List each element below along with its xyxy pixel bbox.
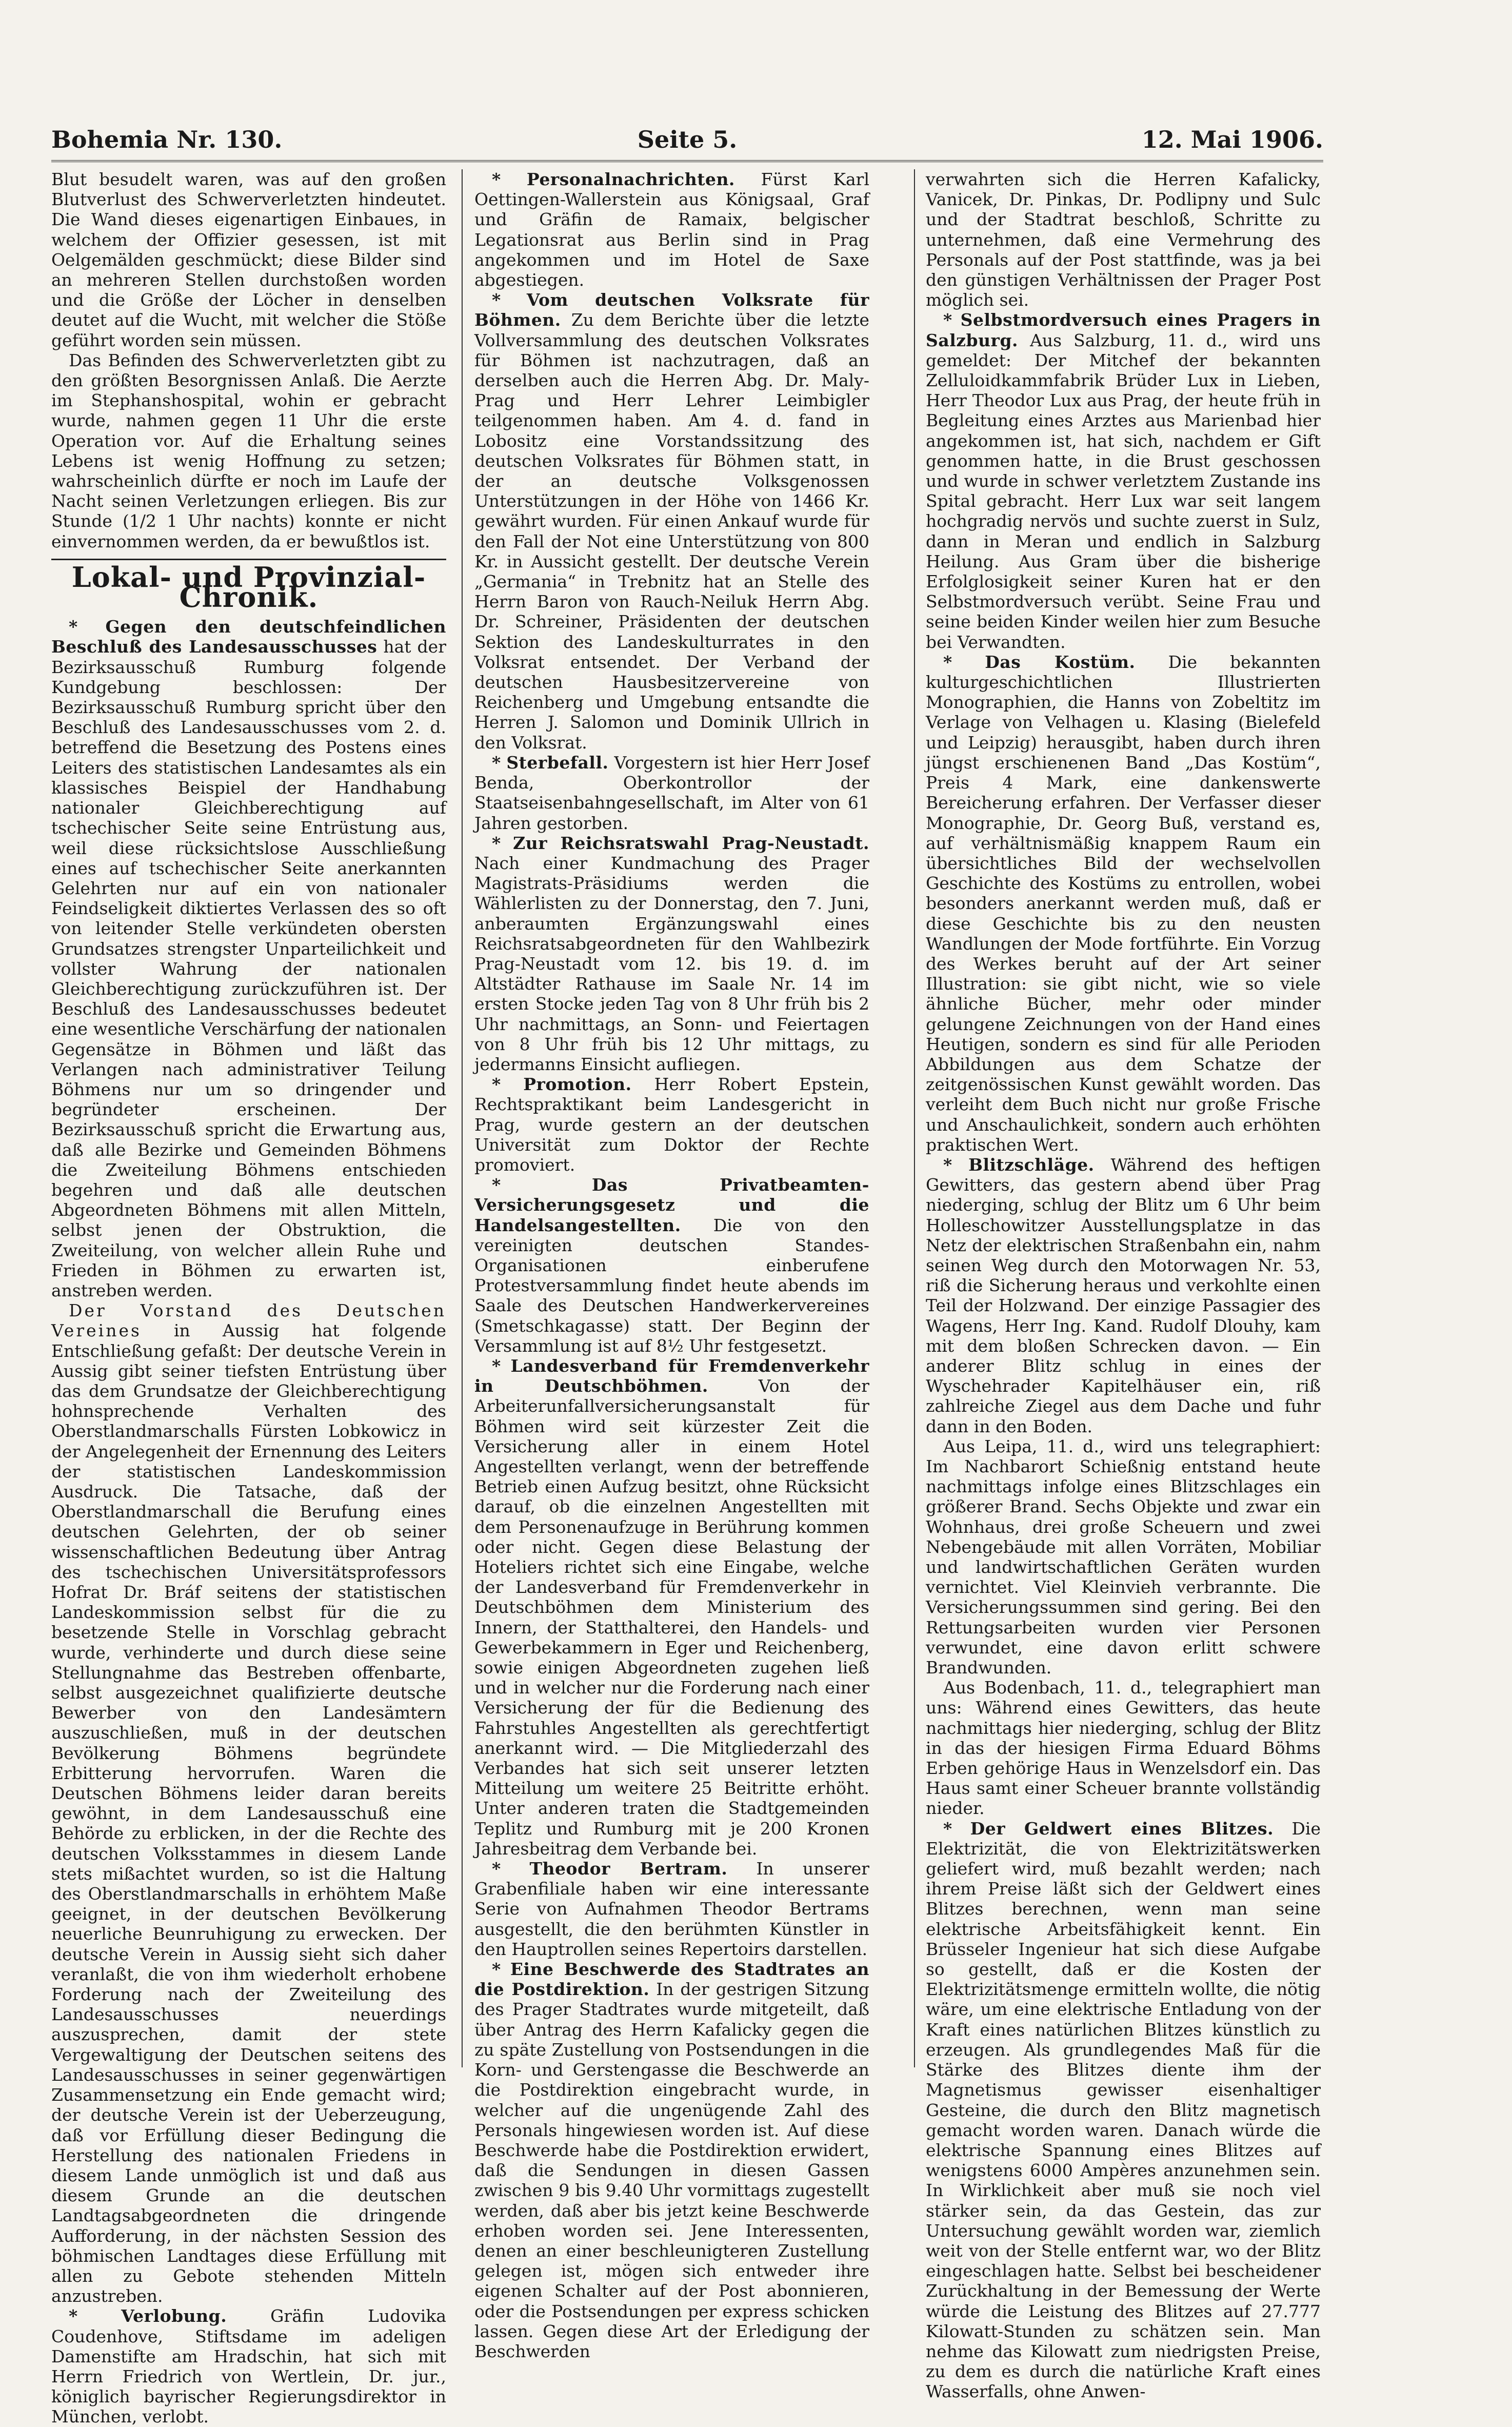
article-body: hat der Bezirksausschuß Rumburg folgende Kundgebung beschlossen: Der Bezirksausschuß Rumburg spricht über den Beschluß des Landesausschusses vom 2. d. betreffend die Besetzung des Postens eines Leiters des statistischen Landesamtes als ein klassisches Beispiel der Handhabung nationaler Gleichberechtigung auf tschechischer Seite seine Entrüstung aus, weil diese rücksichtslose Ausschließung eines auf tschechischer Seite anerkannten Gelehrten nur auf ein von nationaler Feindseligkeit diktiertes Verlassen des so oft von leitender Stelle verkündeten obersten Grundsatzes strengster Unparteilichkeit und vollster Wahrung der nationalen Gleichberechtigung zurückzuführen ist. Der Beschluß des Landesausschusses bedeutet eine wesentliche Verschärfung der nationalen Gegensätze in Böhmen und läßt das Verlangen nach administrativer Teilung Böhmens nur um so dringender und begründeter erscheinen. Der Bezirksausschuß spricht die Erwartung aus, daß alle Bezirke und Gemeinden Böhmens die Zweiteilung Böhmens entschieden begehren und daß alle deutschen Abgeordneten Böhmens mit allen Mitteln, selbst jenen der Obstruktion, die Zweiteilung, von welcher allein Ruhe und Frieden in Böhmen zu erwarten ist, anstreben werden. [51, 637, 446, 1300]
article-body: In unserer Grabenfiliale haben wir eine interessante Serie von Aufnahmen Theodor Bertrams ausgestellt, die den berühmten Künstler in den Hauptrollen seines Repertoirs darstellen. [474, 1859, 869, 1959]
paragraph: Das Befinden des Schwerverletzten gibt zu den größten Besorgnissen Anlaß. Die Aerzte im Stephanshospital, wohin er gebracht wurde, nahmen gegen 11 Uhr die erste Operation vor. Auf die Erhaltung seines Lebens ist wenig Hoffnung zu setzen; wahrscheinlich dürfte er noch im Laufe der Nacht seinen Verletzungen erliegen. Bis zur Stunde (1/2 1 Uhr nachts) konnte er nicht einvernommen werden, da er bewußtlos ist. [51, 350, 446, 551]
article-headline: Selbstmordversuch eines Pragers in Salzburg. [926, 310, 1321, 350]
article: * Das Privatbeamten-Versicherungsgesetz und die Handelsangestellten. Die von den vereinigten deutschen Standes-Organisationen einberufene Protestversammlung findet heute abends im Saale des Deutschen Handwerkervereines (Smetschkagasse) statt. Der Beginn der Versammlung ist auf 8½ Uhr festgesetzt. [474, 1175, 869, 1356]
article: * Eine Beschwerde des Stadtrates an die Postdirektion. In der gestrigen Sitzung des Prager Stadtrates wurde mitgeteilt, daß über Antrag des Herrn Kafalicky gegen die zu späte Zustellung von Postsendungen in die Korn- und Gerstengasse die Beschwerde an die Postdirektion eingebracht wurde, in welcher auf die ungenügende Zahl des Personals hingewiesen worden ist. Auf diese Beschwerde habe die Postdirektion erwidert, daß die Sendungen in diesen Gassen zwischen 9 bis 9.40 Uhr vormittags zugestellt werden, daß aber bis jetzt keine Beschwerde erhoben worden sei. Jene Interessenten, denen an einer beschleunigteren Zustellung gelegen ist, mögen sich entweder ihre eigenen Schalter auf der Post abonnieren, oder die Postsendungen per express schicken lassen. Gegen diese Art der Erledigung der Beschwerden [474, 1959, 869, 2361]
article-body: Die Elektrizität, die von Elektrizitätswerken geliefert wird, muß bezahlt werden; nach ihrem Preise läßt sich der Geldwert eines Blitzes berechnen, wenn man seine elektrische Arbeitsfähigkeit kennt. Ein Brüsseler Ingenieur hat sich diese Aufgabe so gestellt, daß er die Kosten der Elektrizitätsmenge ermitteln wollte, die nötig wäre, um eine elektrische Entladung von der Kraft eines natürlichen Blitzes künstlich zu erzeugen. Als grundlegendes Maß für die Stärke des Blitzes diente ihm der Magnetismus gewisser eisenhaltiger Gesteine, die durch den Blitz magnetisch gemacht worden waren. Danach würde die elektrische Spannung eines Blitzes auf wenigstens 6000 Ampères anzunehmen sein. In Wirklichkeit aber muß sie noch viel stärker sein, da das Gestein, das zur Untersuchung gewählt worden war, ziemlich weit von der Stelle entfernt war, wo der Blitz eingeschlagen hatte. Selbst bei bescheidener Zurückhaltung in der Bemessung der Werte würde die Leistung des Blitzes auf 27.777 Kilowatt-Stunden zu schätzen sein. Man nehme das Kilowatt zum niedrigsten Preise, zu dem es durch die natürliche Kraft eines Wasserfalls, ohne Anwen- [926, 1818, 1321, 2402]
article-headline: Verlobung. [121, 2306, 227, 2326]
article-headline: Promotion. [523, 1074, 632, 1095]
section-heading: Lokal- und Provinzial-Chronik. [71, 560, 426, 614]
article-body: In der gestrigen Sitzung des Prager Stadtrates wurde mitgeteilt, daß über Antrag des Herrn Kafalicky gegen die zu späte Zustellung von Postsendungen in die Korn- und Gerstengasse die Beschwerde an die Postdirektion eingebracht wurde, in welcher auf die ungenügende Zahl des Personals hingewiesen worden ist. Auf diese Beschwerde habe die Postdirektion erwidert, daß die Sendungen in diesen Gassen zwischen 9 bis 9.40 Uhr vormittags zugestellt werden, daß aber bis jetzt keine Beschwerde erhoben worden sei. Jene Interessenten, denen an einer beschleunigteren Zustellung gelegen ist, mögen sich entweder ihre eigenen Schalter auf der Post abonnieren, oder die Postsendungen per express schicken lassen. Gegen diese Art der Erledigung der Beschwerden [474, 1979, 869, 2361]
header-rule [51, 160, 1323, 162]
article-body: Fürst Karl Oettingen-Wallerstein aus Königsaal, Graf und Gräfin de Ramaix, belgischer Legationsrat aus Berlin sind in Prag angekommen und im Hotel de Saxe abgestiegen. [474, 169, 869, 290]
article-lead: Der Vorstand des Deutschen Vereines [51, 1300, 446, 1341]
article-headline: Gegen den deutschfeindlichen Beschluß des Landesausschusses [51, 617, 446, 657]
article-headline: Theodor Bertram. [529, 1859, 728, 1879]
column-2 [474, 169, 870, 2361]
article-body: Die von den vereinigten deutschen Standes-Organisationen einberufene Protestversammlung findet heute abends im Saale des Deutschen Handwerkervereines (Smetschkagasse) statt. Der Beginn der Versammlung ist auf 8½ Uhr festgesetzt. [474, 1215, 869, 1356]
article-continuation: verwahrten sich die Herren Kafalicky, Vanicek, Dr. Pinkas, Dr. Podlipny und Sulc und der Stadtrat beschloß, Schritte zu unternehmen, daß eine Vermehrung des Personals auf der Post stattfinde, was ja bei den günstigen Verhältnissen der Prager Post möglich sei. [926, 169, 1321, 310]
paragraph: Aus Bodenbach, 11. d., telegraphiert man uns: Während eines Gewitters, das heute nachmittags hier niederging, schlug der Blitz in das der hiesigen Firma Eduard Böhms Erben gehörige Haus in Wenzelsdorf ein. Das Haus samt einer Scheuer brannte vollständig nieder. [926, 1678, 1321, 1819]
article-headline: Personalnachrichten. [526, 169, 735, 189]
paragraph: Aus Leipa, 11. d., wird uns telegraphiert: Im Nachbarort Schießnig entstand heute nachmittags infolge eines Blitzschlages ein größerer Brand. Sechs Objekte und zwar ein Wohnhaus, drei große Scheuern und zwei Nebengebäude mit allen Vorräten, Mobiliar und landwirtschaftlichen Geräten wurden vernichtet. Viel Kleinvieh verbrannte. Die Versicherungssummen sind gering. Bei den Rettungsarbeiten wurden vier Personen verwundet, eine davon erlitt schwere Brandwunden. [926, 1436, 1321, 1678]
article-body: Zu dem Berichte über die letzte Vollversammlung des deutschen Volksrates für Böhmen ist nachzutragen, daß an derselben auch die Herren Abg. Dr. Maly-Prag und Herr Lehrer Leimbigler teilgenommen haben. Am 4. d. fand in Lobositz eine Vorstandssitzung des deutschen Volksrates für Böhmen statt, in der an deutsche Volksgenossen Unterstützungen in der Höhe von 1466 Kr. gewährt wurden. Für einen Ankauf wurde für den Fall der Not eine Unterstützung von 800 Kr. in Aussicht gestellt. Der deutsche Verein „Germania“ in Trebnitz hat an Stelle des Herrn Baron von Rauch-Neiluk Herrn Abg. Dr. Schreiner, Präsidenten der deutschen Sektion des Landeskulturrates in den Volksrat entsendet. Der Verband der deutschen Hausbesitzervereine von Reichenberg und Umgebung entsandte die Herren J. Salomon und Dominik Ullrich in den Volksrat. [474, 310, 870, 753]
article-body: Nach einer Kundmachung des Prager Magistrats-Präsidiums werden die Wählerlisten zu der Donnerstag, den 7. Juni, anberaumten Ergänzungswahl eines Reichsratsabgeordneten für den Wahlbezirk Prag-Neustadt vom 12. bis 19. d. im Altstädter Rathause im Saale Nr. 14 im ersten Stocke jeden Tag von 8 Uhr früh bis 2 Uhr nachmittags, an Sonn- und Feiertagen von 8 Uhr früh bis 12 Uhr mittags, zu jedermanns Einsicht aufliegen. [474, 853, 869, 1074]
article: * Landesverband für Fremdenverkehr in Deutschböhmen. Von der Arbeiterunfallversicherungsanstalt für Böhmen wird seit kürzester Zeit die Versicherung aller in einem Hotel Angestellten verlangt, wenn der betreffende Betrieb einen Aufzug besitzt, ohne Rücksicht darauf, ob die einzelnen Angestellten mit dem Personenaufzuge in Berührung kommen oder nicht. Gegen diese Belastung der Hoteliers richtet sich eine Eingabe, welche der Landesverband für Fremdenverkehr in Deutschböhmen dem Ministerium des Innern, der Statthalterei, den Handels- und Gewerbekammern in Eger und Reichenberg, sowie einigen Abgeordneten zugehen ließ und in welcher nur die Forderung nach einer Versicherung der für die Bedienung des Fahrstuhles Angestellten als gerechtfertigt anerkannt wird. — Die Mitgliederzahl des Verbandes hat sich seit unserer letzten Mitteilung um weitere 25 Beitritte erhöht. Unter anderen traten die Stadtgemeinden Teplitz und Rumburg mit je 200 Kronen Jahresbeitrag dem Verbande bei. [474, 1355, 869, 1859]
article: * Sterbefall. Vorgestern ist hier Herr Josef Benda, Oberkontrollor der Staatseisenbahngesellschaft, im Alter von 61 Jahren gestorben. [474, 752, 870, 833]
article-headline: Das Kostüm. [985, 652, 1136, 672]
article: * Selbstmordversuch eines Pragers in Salzburg. Aus Salzburg, 11. d., wird uns gemeldet: Der Mitchef der bekannten Zelluloidkammfabrik Brüder Lux in Lieben, Herr Theodor Lux aus Prag, der heute früh in Begleitung eines Arztes aus Marienbad hier angekommen ist, hat sich, nachdem er Gift genommen hatte, in die Brust geschossen und wurde in schwer verletztem Zustande ins Spital gebracht. Herr Lux war seit langem hochgradig nervös und suchte zuerst in Sulz, dann in Meran und endlich in Salzburg Heilung. Aus Gram über die bisherige Erfolglosigkeit seiner Kuren hat er den Selbstmordversuch verübt. Seine Frau und seine beiden Kinder weilen hier zum Besuche bei Verwandten. [926, 310, 1321, 652]
article-headline: Der Geldwert eines Blitzes. [970, 1818, 1274, 1839]
article: * Vom deutschen Volksrate für Böhmen. Zu dem Berichte über die letzte Vollversammlung des deutschen Volksrates für Böhmen ist nachzutragen, daß an derselben auch die Herren Abg. Dr. Maly-Prag und Herr Lehrer Leimbigler teilgenommen haben. Am 4. d. fand in Lobositz eine Vorstandssitzung des deutschen Volksrates für Böhmen statt, in der an deutsche Volksgenossen Unterstützungen in der Höhe von 1466 Kr. gewährt wurden. Für einen Ankauf wurde für den Fall der Not eine Unterstützung von 800 Kr. in Aussicht gestellt. Der deutsche Verein „Germania“ in Trebnitz hat an Stelle des Herrn Baron von Rauch-Neiluk Herrn Abg. Dr. Schreiner, Präsidenten der deutschen Sektion des Landeskulturrates in den Volksrat entsendet. Der Verband der deutschen Hausbesitzervereine von Reichenberg und Umgebung entsandte die Herren J. Salomon und Dominik Ullrich in den Volksrat. [474, 290, 870, 753]
article: * Der Geldwert eines Blitzes. Die Elektrizität, die von Elektrizitätswerken geliefert wird, muß bezahlt werden; nach ihrem Preise läßt sich der Geldwert eines Blitzes berechnen, wenn man seine elektrische Arbeitsfähigkeit kennt. Ein Brüsseler Ingenieur hat sich diese Aufgabe so gestellt, daß er die Kosten der Elektrizitätsmenge ermitteln wollte, die nötig wäre, um eine elektrische Entladung von der Kraft eines natürlichen Blitzes künstlich zu erzeugen. Als grundlegendes Maß für die Stärke des Blitzes diente ihm der Magnetismus gewisser eisenhaltiger Gesteine, die durch den Blitz magnetisch gemacht worden waren. Danach würde die elektrische Spannung eines Blitzes auf wenigstens 6000 Ampères anzunehmen sein. In Wirklichkeit aber muß sie noch viel stärker sein, da das Gestein, das zur Untersuchung gewählt worden war, ziemlich weit von der Stelle entfernt war, wo der Blitz eingeschlagen hatte. Selbst bei bescheidener Zurückhaltung in der Bemessung der Werte würde die Leistung des Blitzes auf 27.777 Kilowatt-Stunden zu schätzen sein. Man nehme das Kilowatt zum niedrigsten Preise, zu dem es durch die natürliche Kraft eines Wasserfalls, ohne Anwen- [926, 1818, 1321, 2402]
article-body: Herr Robert Epstein, Rechtspraktikant beim Landesgericht in Prag, wurde gestern an der deutschen Universität zum Doktor der Rechte promoviert. [474, 1074, 869, 1175]
article-body: Von der Arbeiterunfallversicherungsanstalt für Böhmen wird seit kürzester Zeit die Versicherung aller in einem Hotel Angestellten verlangt, wenn der betreffende Betrieb einen Aufzug besitzt, ohne Rücksicht darauf, ob die einzelnen Angestellten mit dem Personenaufzuge in Berührung kommen oder nicht. Gegen diese Belastung der Hoteliers richtet sich eine Eingabe, welche der Landesverband für Fremdenverkehr in Deutschböhmen dem Ministerium des Innern, der Statthalterei, den Handels- und Gewerbekammern in Eger und Reichenberg, sowie einigen Abgeordneten zugehen ließ und in welcher nur die Forderung nach einer Versicherung der für die Bedienung des Fahrstuhles Angestellten als gerechtfertigt anerkannt wird. — Die Mitgliederzahl des Verbandes hat sich seit unserer letzten Mitteilung um weitere 25 Beitritte erhöht. Unter anderen traten die Stadtgemeinden Teplitz und Rumburg mit je 200 Kronen Jahresbeitrag dem Verbande bei. [474, 1376, 869, 1859]
article [51, 1300, 446, 2306]
article-headline: Eine Beschwerde des Stadtrates an die Postdirektion. [474, 1959, 869, 2000]
article-body: Während des heftigen Gewitters, das gestern abend über Prag niederging, schlug der Blitz um 6 Uhr beim Holleschowitzer Ausstellungsplatze in das Netz der elektrischen Straßenbahn ein, nahm seinen Weg durch den Motorwagen Nr. 53, riß die Sicherung heraus und verkohlte einen Teil der Holzwand. Der einzige Passagier des Wagens, Herr Ing. Kand. Rudolf Dlouhy, kam mit dem bloßen Schrecken davon. — Ein anderer Blitz schlug in eines der Wyschehrader Kapitelhäuser ein, riß zahlreiche Ziegel aus dem Dache und fuhr dann in den Boden. [926, 1154, 1321, 1436]
article-headline: Sterbefall. [506, 752, 609, 773]
article-headline: Blitzschläge. [968, 1154, 1095, 1175]
article: * Zur Reichsratswahl Prag-Neustadt. Nach einer Kundmachung des Prager Magistrats-Präsidiums werden die Wählerlisten zu der Donnerstag, den 7. Juni, anberaumten Ergänzungswahl eines Reichsratsabgeordneten für den Wahlbezirk Prag-Neustadt vom 12. bis 19. d. im Altstädter Rathause im Saale Nr. 14 im ersten Stocke jeden Tag von 8 Uhr früh bis 2 Uhr nachmittags, an Sonn- und Feiertagen von 8 Uhr früh bis 12 Uhr mittags, zu jedermanns Einsicht aufliegen. [474, 833, 869, 1074]
column-1 [51, 169, 446, 2427]
article: * Das Kostüm. Die bekannten kulturgeschichtlichen Illustrierten Monographien, die Hanns von Zobeltitz im Verlage von Velhagen u. Klasing (Bielefeld und Leipzig) herausgibt, haben durch ihren jüngst erschienenen Band „Das Kostüm“, Preis 4 Mark, eine dankenswerte Bereicherung erfahren. Der Verfasser dieser Monographie, Dr. Georg Buß, verstand es, auf verhältnismäßig knappem Raum ein übersichtliches Bild der wechselvollen Geschichte des Kostüms zu entrollen, wobei besonders anerkannt werden muß, daß er diese Geschichte bis zu den neusten Wandlungen der Mode fortführte. Ein Vorzug des Werkes beruht auf der Art seiner Illustration: sie gibt nicht, wie so viele ähnliche Bücher, mehr oder minder gelungene Zeichnungen von der Hand eines Heutigen, sondern es sind für alle Perioden Abbildungen aus dem Schatze der zeitgenössischen Kunst gewählt worden. Das verleiht dem Buch nicht nur große Frische und Anschaulichkeit, sondern auch erhöhten praktischen Wert. [926, 652, 1321, 1155]
article: * Blitzschläge. Während des heftigen Gewitters, das gestern abend über Prag niederging, schlug der Blitz um 6 Uhr beim Holleschowitzer Ausstellungsplatze in das Netz der elektrischen Straßenbahn ein, nahm seinen Weg durch den Motorwagen Nr. 53, riß die Sicherung heraus und verkohlte einen Teil der Holzwand. Der einzige Passagier des Wagens, Herr Ing. Kand. Rudolf Dlouhy, kam mit dem bloßen Schrecken davon. — Ein anderer Blitz schlug in eines der Wyschehrader Kapitelhäuser ein, riß zahlreiche Ziegel aus dem Dache und fuhr dann in den Boden. [926, 1154, 1321, 1436]
article: * Theodor Bertram. In unserer Grabenfiliale haben wir eine interessante Serie von Aufnahmen Theodor Bertrams ausgestellt, die den berühmten Künstler in den Hauptrollen seines Repertoirs darstellen. [474, 1859, 869, 1959]
article: * Verlobung. Gräfin Ludovika Coudenhove, Stiftsdame im adeligen Damenstifte am Hradschin, hat sich mit Herrn Friedrich von Wertlein, Dr. jur., königlich bayrischer Regierungsdirektor in München, verlobt. [51, 2306, 446, 2427]
page-header [51, 115, 1323, 162]
article-body: Vorgestern ist hier Herr Josef Benda, Oberkontrollor der Staatseisenbahngesellschaft, im Alter von 61 Jahren gestorben. [474, 752, 870, 833]
article: * Gegen den deutschfeindlichen Beschluß des Landesausschusses hat der Bezirksausschuß Rumburg folgende Kundgebung beschlossen: Der Bezirksausschuß Rumburg spricht über den Beschluß des Landesausschusses vom 2. d. betreffend die Besetzung des Postens eines Leiters des statistischen Landesamtes als ein klassisches Beispiel der Handhabung nationaler Gleichberechtigung auf tschechischer Seite seine Entrüstung aus, weil diese rücksichtslose Ausschließung eines auf tschechischer Seite anerkannten Gelehrten nur auf ein von nationaler Feindseligkeit diktiertes Verlassen des so oft von leitender Stelle verkündeten obersten Grundsatzes strengster Unparteilichkeit und vollster Wahrung der nationalen Gleichberechtigung zurückzuführen ist. Der Beschluß des Landesausschusses bedeutet eine wesentliche Verschärfung der nationalen Gegensätze in Böhmen und läßt das Verlangen nach administrativer Teilung Böhmens nur um so dringender und begründeter erscheinen. Der Bezirksausschuß spricht die Erwartung aus, daß alle Bezirke und Gemeinden Böhmens die Zweiteilung Böhmens entschieden begehren und daß alle deutschen Abgeordneten Böhmens mit allen Mitteln, selbst jenen der Obstruktion, die Zweiteilung, von welcher allein Ruhe und Frieden in Böhmen zu erwarten ist, anstreben werden. [51, 617, 446, 1300]
article: * Promotion. Herr Robert Epstein, Rechtspraktikant beim Landesgericht in Prag, wurde gestern an der deutschen Universität zum Doktor der Rechte promoviert. [474, 1074, 869, 1175]
article-body: in Aussig hat folgende Entschließung gefaßt: Der deutsche Verein in Aussig gibt seiner tiefsten Entrüstung über das dem Grundsatze der Gleichberechtigung hohnsprechende Verhalten des Oberstlandmarschalls Fürsten Lobkowicz in der Angelegenheit der Ernennung des Leiters der statistischen Landeskommission Ausdruck. Die Tatsache, daß der Oberstlandmarschall die Berufung eines deutschen Gelehrten, der ob seiner wissenschaftlichen Bedeutung über Antrag des tschechischen Universitätsprofessors Hofrat Dr. Bráf seitens der statistischen Landeskommission selbst für die zu besetzende Stelle in Vorschlag gebracht wurde, verhinderte und durch diese seine Stellungnahme das Bestreben offenbarte, selbst ausgezeichnet qualifizierte deutsche Bewerber von den Landesämtern auszuschließen, muß in der deutschen Bevölkerung Böhmens begründete Erbitterung hervorrufen. Waren die Deutschen Böhmens leider daran bereits gewöhnt, in dem Landesausschuß eine Behörde zu erblicken, in der die Rechte des deutschen Volksstammes in diesem Lande stets mißachtet wurden, so ist die Haltung des Oberstlandmarschalls in erhöhtem Maße geeignet, in der deutschen Bevölkerung neuerliche Beunruhigung zu erwecken. Der deutsche Verein in Aussig sieht sich daher veranlaßt, die von ihm wiederholt erhobene Forderung nach der Zweiteilung des Landesausschusses neuerdings auszusprechen, damit der stete Vergewaltigung der Deutschen seitens des Landesausschusses in seiner gegenwärtigen Zusammensetzung ein Ende gemacht wird; der deutsche Verein ist der Ueberzeugung, daß vor Erfüllung dieser Bedingung die Herstellung des nationalen Friedens in diesem Lande unmöglich ist und daß aus diesem Grunde an die deutschen Landtagsabgeordneten die dringende Aufforderung, in der nächsten Session des böhmischen Landtages diese Erfüllung mit allen zu Gebote stehenden Mitteln anzustreben. [51, 1320, 446, 2306]
article-headline: Landesverband für Fremdenverkehr in Deutschböhmen. [474, 1355, 869, 1396]
issue-date: 12. Mai 1906. [1141, 126, 1323, 153]
article-body: Die bekannten kulturgeschichtlichen Illustrierten Monographien, die Hanns von Zobeltitz im Verlage von Velhagen u. Klasing (Bielefeld und Leipzig) herausgibt, haben durch ihren jüngst erschienenen Band „Das Kostüm“, Preis 4 Mark, eine dankenswerte Bereicherung erfahren. Der Verfasser dieser Monographie, Dr. Georg Buß, verstand es, auf verhältnismäßig knappem Raum ein übersichtliches Bild der wechselvollen Geschichte des Kostüms zu entrollen, wobei besonders anerkannt werden muß, daß er diese Geschichte bis zu den neusten Wandlungen der Mode fortführte. Ein Vorzug des Werkes beruht auf der Art seiner Illustration: sie gibt nicht, wie so viele ähnliche Bücher, mehr oder minder gelungene Zeichnungen von der Hand eines Heutigen, sondern es sind für alle Perioden Abbildungen aus dem Schatze der zeitgenössischen Kunst gewählt worden. Das verleiht dem Buch nicht nur große Frische und Anschaulichkeit, sondern auch erhöhten praktischen Wert. [926, 652, 1321, 1155]
article-body: Gräfin Ludovika Coudenhove, Stiftsdame im adeligen Damenstifte am Hradschin, hat sich mit Herrn Friedrich von Wertlein, Dr. jur., königlich bayrischer Regierungsdirektor in München, verlobt. [51, 2306, 446, 2427]
column-divider [462, 169, 463, 2067]
column-3 [926, 169, 1321, 2402]
article-headline: Das Privatbeamten-Versicherungsgesetz und die Handelsangestellten. [474, 1175, 869, 1235]
article: * Personalnachrichten. Fürst Karl Oettingen-Wallerstein aus Königsaal, Graf und Gräfin de Ramaix, belgischer Legationsrat aus Berlin sind in Prag angekommen und im Hotel de Saxe abgestiegen. [474, 169, 869, 290]
article-continuation: Blut besudelt waren, was auf den großen Blutverlust des Schwerverletzten hindeutet. Die Wand dieses eigenartigen Einbaues, in welchem der Offizier gesessen, ist mit Oelgemälden geschmückt; diese Bilder sind an mehreren Stellen durchstoßen worden und die Größe der Löcher in denselben deutet auf die Wucht, mit welcher die Stöße geführt worden sein müssen. [51, 169, 446, 350]
article-body: Aus Salzburg, 11. d., wird uns gemeldet: Der Mitchef der bekannten Zelluloidkammfabrik Brüder Lux in Lieben, Herr Theodor Lux aus Prag, der heute früh in Begleitung eines Arztes aus Marienbad hier angekommen ist, hat sich, nachdem er Gift genommen hatte, in die Brust geschossen und wurde in schwer verletztem Zustande ins Spital gebracht. Herr Lux war seit langem hochgradig nervös und suchte zuerst in Sulz, dann in Meran und endlich in Salzburg Heilung. Aus Gram über die bisherige Erfolglosigkeit seiner Kuren hat er den Selbstmordversuch verübt. Seine Frau und seine beiden Kinder weilen hier zum Besuche bei Verwandten. [926, 330, 1321, 652]
article-headline: Zur Reichsratswahl Prag-Neustadt. [513, 833, 869, 853]
column-divider [914, 169, 915, 2067]
section-rule [51, 559, 446, 560]
paper-name: Bohemia Nr. 130. [51, 126, 283, 153]
page-number: Seite 5. [637, 126, 738, 153]
article-headline: Vom deutschen Volksrate für Böhmen. [474, 290, 869, 330]
